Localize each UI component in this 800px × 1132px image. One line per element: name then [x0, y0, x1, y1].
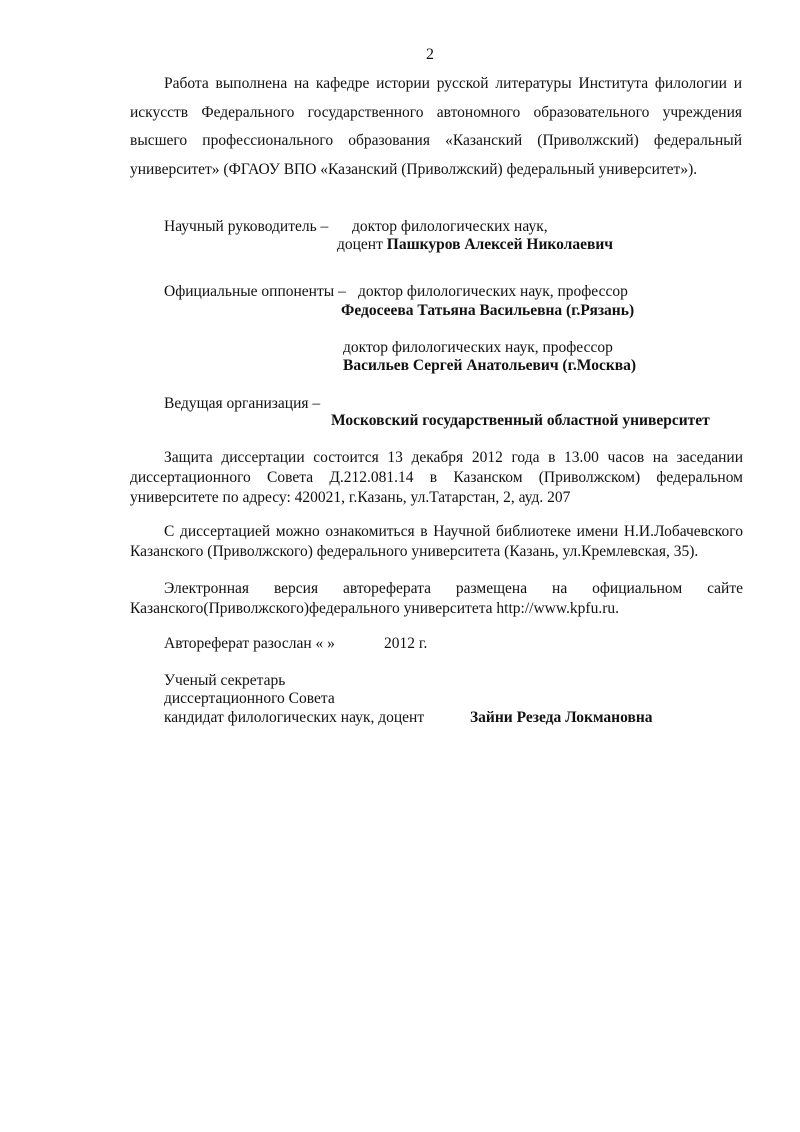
supervisor-label: Научный руководитель – — [164, 218, 329, 235]
page-number: 2 — [426, 46, 434, 63]
opponent-1-degree: доктор филологических наук, профессор — [358, 283, 628, 300]
secretary-line-2: диссертационного Совета — [164, 690, 335, 707]
opponent-2-name: Васильев Сергей Анатольевич (г.Москва) — [343, 357, 637, 374]
supervisor-name: Пашкуров Алексей Николаевич — [386, 236, 614, 253]
electronic-version-paragraph: Электронная версия автореферата размещена на официальном сайте Казанского(Приволжского)федерального университета http://www.kpfu.ru. — [130, 580, 743, 617]
opponent-2-degree: доктор филологических наук, профессор — [343, 339, 613, 356]
defense-paragraph: Защита диссертации состоится 13 декабря 2012 года в 13.00 часов на заседании диссертационного Совета Д.212.081.14 в Казанском (Приволжском) федеральном университете по адресу: 420021, г.Казань, ул.Татарстан, 2, ауд. 207 — [130, 449, 743, 506]
supervisor-title-line — [337, 235, 613, 255]
sent-label: Автореферат разослан « » — [164, 635, 335, 652]
supervisor-title: доцент — [337, 236, 383, 253]
secretary-line-3: кандидат филологических наук, доцент — [164, 709, 425, 726]
opponent-1-name: Федосеева Татьяна Васильевна (г.Рязань) — [341, 302, 635, 319]
secretary-name: Зайни Резеда Локмановна — [470, 709, 653, 726]
library-paragraph: С диссертацией можно ознакомиться в Научной библиотеке имени Н.И.Лобачевского Казанского (Приволжского) федерального университета (Казань, ул.Кремлевская, 35). — [130, 523, 743, 560]
leading-org-label: Ведущая организация – — [164, 395, 321, 412]
supervisor-degree: доктор филологических наук, — [352, 218, 548, 235]
sent-year: 2012 г. — [384, 635, 428, 652]
intro-paragraph: Работа выполнена на кафедре истории русской литературы Института филологии и искусств Федерального государственного автономного образовательного учреждения высшего профессионального образования «Казанский (Приволжский) федеральный университет» (ФГАОУ ВПО «Казанский (Приволжский) федеральный университет»). — [130, 75, 742, 178]
leading-org-name: Московский государственный областной университет — [331, 412, 710, 429]
opponents-label: Официальные оппоненты – — [164, 283, 346, 300]
secretary-line-1: Ученый секретарь — [164, 672, 286, 689]
